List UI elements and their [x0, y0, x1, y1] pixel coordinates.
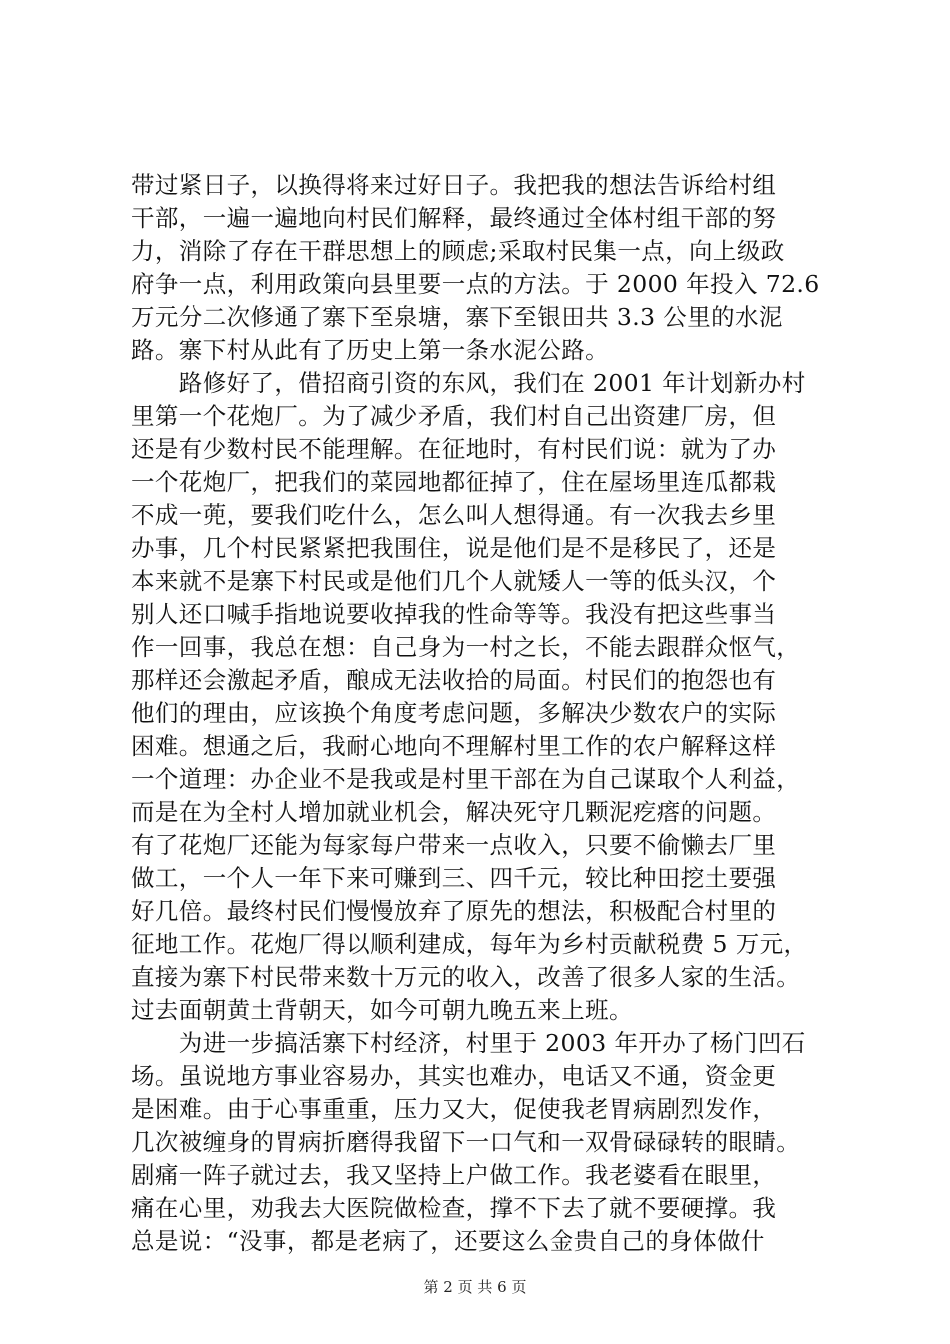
text-line: 干部，一遍一遍地向村民们解释，最终通过全体村组干部的努 — [131, 204, 777, 232]
page-number-footer: 第 2 页 共 6 页 — [423, 1278, 527, 1296]
text-line: 过去面朝黄土背朝天，如今可朝九晚五来上班。 — [131, 996, 633, 1024]
text-line: 本来就不是寨下村民或是他们几个人就矮人一等的低头汉，个 — [131, 567, 777, 595]
text-line: 府争一点，利用政策向县里要一点的方法。于 2000 年投入 72.6 — [131, 270, 820, 298]
text-line: 是困难。由于心事重重，压力又大，促使我老胃病剧烈发作， — [131, 1095, 777, 1123]
text-line: 那样还会激起矛盾，酿成无法收拾的局面。村民们的抱怨也有 — [131, 666, 777, 694]
text-line: 好几倍。最终村民们慢慢放弃了原先的想法，积极配合村里的 — [131, 897, 777, 925]
text-line: 路。寨下村从此有了历史上第一条水泥公路。 — [131, 336, 609, 364]
text-line: 别人还口喊手指地说要收掉我的性命等等。我没有把这些事当 — [131, 600, 777, 628]
text-line: 有了花炮厂还能为每家每户带来一点收入，只要不偷懒去厂里 — [131, 831, 777, 859]
text-line: 带过紧日子，以换得将来过好日子。我把我的想法告诉给村组 — [131, 171, 777, 199]
text-line: 不成一蔸，要我们吃什么，怎么叫人想得通。有一次我去乡里 — [131, 501, 777, 529]
text-line: 总是说：“没事，都是老病了，还要这么金贵自己的身体做什 — [131, 1227, 765, 1255]
text-line: 直接为寨下村民带来数十万元的收入，改善了很多人家的生活。 — [131, 963, 801, 991]
text-line: 征地工作。花炮厂得以顺利建成，每年为乡村贡献税费 5 万元， — [131, 930, 808, 958]
paragraph-start-line: 为进一步搞活寨下村经济，村里于 2003 年开办了杨门凹石 — [131, 1029, 806, 1057]
text-line: 痛在心里，劝我去大医院做检查，撑不下去了就不要硬撑。我 — [131, 1194, 777, 1222]
text-line: 场。虽说地方事业容易办，其实也难办，电话又不通，资金更 — [131, 1062, 777, 1090]
text-line: 一个道理：办企业不是我或是村里干部在为自己谋取个人利益， — [131, 765, 801, 793]
text-line: 还是有少数村民不能理解。在征地时，有村民们说：就为了办 — [131, 435, 777, 463]
text-line: 几次被缠身的胃病折磨得我留下一口气和一双骨碌碌转的眼睛。 — [131, 1128, 801, 1156]
text-line: 力，消除了存在干群思想上的顾虑;采取村民集一点，向上级政 — [131, 237, 785, 265]
text-line: 里第一个花炮厂。为了减少矛盾，我们村自己出资建厂房，但 — [131, 402, 777, 430]
text-line: 一个花炮厂，把我们的菜园地都征掉了，住在屋场里连瓜都栽 — [131, 468, 777, 496]
text-line: 困难。想通之后，我耐心地向不理解村里工作的农户解释这样 — [131, 732, 777, 760]
text-line: 他们的理由，应该换个角度考虑问题，多解决少数农户的实际 — [131, 699, 777, 727]
paragraph-start-line: 路修好了，借招商引资的东风，我们在 2001 年计划新办村 — [131, 369, 806, 397]
text-line: 作一回事，我总在想：自己身为一村之长，不能去跟群众怄气， — [131, 633, 801, 661]
text-line: 办事，几个村民紧紧把我围住，说是他们是不是移民了，还是 — [131, 534, 777, 562]
text-line: 做工，一个人一年下来可赚到三、四千元，较比种田挖土要强 — [131, 864, 777, 892]
text-line: 万元分二次修通了寨下至泉塘，寨下至银田共 3.3 公里的水泥 — [131, 303, 783, 331]
text-line: 剧痛一阵子就过去，我又坚持上户做工作。我老婆看在眼里， — [131, 1161, 777, 1189]
text-line: 而是在为全村人增加就业机会，解决死守几颗泥疙瘩的问题。 — [131, 798, 777, 826]
